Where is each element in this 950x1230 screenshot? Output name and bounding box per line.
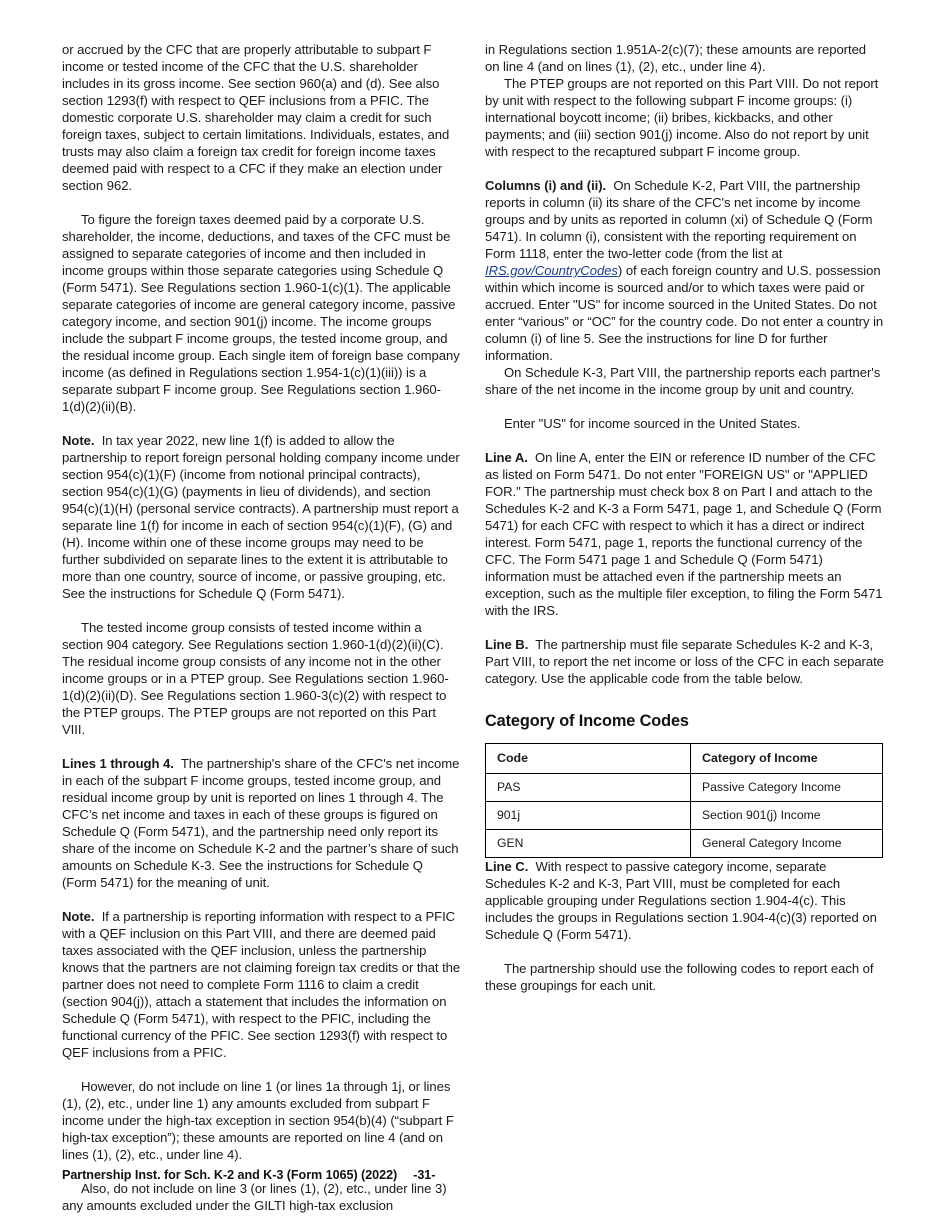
runin-line-c: Line C. [485, 859, 529, 874]
category-of-income-codes-table [485, 743, 883, 858]
para-note-pfic-qef [62, 908, 461, 1061]
para-note-line-1f [62, 432, 461, 602]
columns-i-ii-text-after-link: ) of each foreign country and U.S. possession within which income is sourced and/or to which taxes were paid or accrued. Enter "US" for income sourced in the United States. Do not enter “various” or “OC” for the country code. Do not enter a country in column (i) of line 5. See the instructions for line D for further information. [485, 263, 884, 363]
para-note-line-1f-text: In tax year 2022, new line 1(f) is added to allow the partnership to report foreign personal holding company income under section 954(c)(1)(F) (income from notional principal contracts), section 954(c)(1)(G) (payments in lieu of dividends), and section 954(c)(1)(H) (personal service contracts). A partnership must report a separate line 1(f) for income in each of section 954(c)(1)(F), (G) and (H). Income within one of these income groups may need to be further subdivided on separate lines to the extent it is attributable to more than one country, source of income, or passive grouping, etc. See the instructions for Schedule Q (Form 5471). [62, 433, 460, 601]
columns-i-ii-text-before-link: On Schedule K-2, Part VIII, the partnership reports in column (ii) its share of the CFC's net income by income groups and by units as reported in column (xi) of Schedule Q (Form 5471). In column (i), consistent with the reporting requirement on Form 1118, enter the two-letter code (from the list at [485, 178, 873, 261]
para-line-a [485, 449, 884, 619]
table-row [486, 802, 883, 830]
runin-line-a: Line A. [485, 450, 528, 465]
table-row [486, 774, 883, 802]
para-line-c [485, 858, 884, 943]
right-column [485, 41, 884, 994]
table-cell-code: GEN [486, 830, 691, 858]
table-cell-category: General Category Income [691, 830, 883, 858]
runin-spacer [95, 909, 102, 924]
para-regs-951a: in Regulations section 1.951A-2(c)(7); these amounts are reported on line 4 (and on lines (1), (2), etc., under line 4). [485, 42, 867, 74]
page-footer [62, 1168, 435, 1182]
table-cell-category: Passive Category Income [691, 774, 883, 802]
para-line-a-text: On line A, enter the EIN or reference ID number of the CFC as listed on Form 5471. Do not enter "FOREIGN US" or "APPLIED FOR." The partnership must check box 8 on Part I and attach to the Schedules K-2 and K-3 a Form 5471, page 1, and Schedule Q (Form 5471) for each CFC with respect to which it has a direct or indirect interest. Form 5471, page 1, reports the functional currency of the CFC. The Form 5471 page 1 and Schedule Q (Form 5471) information must be attached even if the partnership meets an exception, such as the multiple filer exception, to filing the Form 5471 with the IRS. [485, 450, 883, 618]
para-following-codes: The partnership should use the following codes to report each of these groupings for each unit. [485, 961, 874, 993]
table-header-code: Code [486, 744, 691, 774]
para-columns-i-and-ii [485, 177, 884, 364]
para-line-b-text: The partnership must file separate Schedules K-2 and K-3, Part VIII, to report the net income or loss of the CFC in each separate category. Use the applicable code from the table below. [485, 637, 884, 686]
para-tested-income-group: The tested income group consists of tested income within a section 904 category. See Regulations section 1.960-1(d)(2)(ii)(C). The residual income group consists of any income not in the other income groups or in a PTEP group. See Regulations section 1.960-1(d)(2)(ii)(D). See Regulations section 1.960-3(c)(2) with respect to the PTEP groups. The PTEP groups are not reported on this Part VIII. [62, 620, 449, 737]
runin-spacer [528, 450, 535, 465]
runin-columns-i-ii: Columns (i) and (ii). [485, 178, 607, 193]
para-lines-1-through-4 [62, 755, 461, 891]
table-header-category-of-income: Category of Income [691, 744, 883, 774]
para-k3-partner-share: On Schedule K-3, Part VIII, the partnership reports each partner's share of the net income in the income group by unit and country. [485, 365, 881, 397]
para-line-c-text: With respect to passive category income, separate Schedules K-2 and K-3, Part VIII, must be completed for each applicable grouping under Regulations section 1.904-4(c). This includes the groups in Regulations section 1.904-4(c)(3) reported on Schedule Q (Form 5471). [485, 859, 877, 942]
table-row [486, 830, 883, 858]
para-note-pfic-qef-text: If a partnership is reporting information with respect to a PFIC with a QEF inclusion on this Part VIII, and there are deemed paid taxes associated with the QEF inclusion, unless the partnership knows that the partners are not claiming foreign tax credits or that the partner does not need to complete Form 1116 to claim a credit (section 904(j)), attach a statement that includes the information on Schedule Q (Form 5471), with respect to the PFIC, including the functional currency of the PFIC. See section 1293(f) with respect to QEF inclusions from a PFIC. [62, 909, 461, 1060]
runin-spacer [528, 859, 535, 874]
para-figure-foreign-taxes: To figure the foreign taxes deemed paid by a corporate U.S. shareholder, the income, deductions, and taxes of the CFC must be assigned to separate categories of income and then included in income groups within those separate categories using Schedule Q (Form 5471). See Regulations section 1.960-1(c)(1). The applicable separate categories of income are general category income, passive category income, and section 901(j) income. The income groups include the subpart F income groups, the tested income group, and the residual income group. Each single item of foreign base company income (as defined in Regulations section 1.954-1(c)(1)(iii)) is a separate subpart F income group. See Regulations section 1.960-1(d)(2)(ii)(B). [62, 212, 460, 414]
runin-spacer [95, 433, 102, 448]
footer-title: Partnership Inst. for Sch. K-2 and K-3 (Form 1065) (2022) [62, 1168, 398, 1182]
para-lines-1-through-4-text: The partnership's share of the CFC's net income in each of the subpart F income groups, tested income group, and residual income group by unit is reported on lines 1 through 4. The CFC’s net income and taxes in each of these groups is figured on Schedule Q (Form 5471), and the partnership need only report its share of the income on Schedule K-2 and the partner’s share of such amounts on Schedule K-3. See the instructions for Schedule Q (Form 5471) for the meaning of unit. [62, 756, 460, 890]
footer-page-number: -31- [413, 1168, 436, 1182]
table-cell-code: PAS [486, 774, 691, 802]
para-ptep-groups: The PTEP groups are not reported on this Part VIII. Do not report by unit with respect to the following subpart F income groups: (i) international boycott income; (ii) bribes, kickbacks, and other payments; and (iii) section 901(j) income. Also do not report by unit with respect to the recaptured subpart F income group. [485, 76, 879, 159]
section-heading-category-of-income-codes: Category of Income Codes [485, 712, 689, 730]
runin-spacer [174, 756, 181, 771]
table-header-row [486, 744, 883, 774]
table-cell-code: 901j [486, 802, 691, 830]
para-however-line-1: However, do not include on line 1 (or lines 1a through 1j, or lines (1), (2), etc., under line 1) any amounts excluded from subpart F income under the high-tax exception in section 954(b)(4) (“subpart F high-tax exception”); these amounts are reported on line 4 (and on lines (1), (2), etc., under line 4). [62, 1079, 454, 1162]
para-accrued-cfc: or accrued by the CFC that are properly attributable to subpart F income or tested income of the CFC that the U.S. shareholder includes in its gross income. See section 960(a) and (d). See also section 1293(f) with respect to QEF inclusions from a PFIC. The domestic corporate U.S. shareholder may claim a credit for such foreign taxes, subject to certain limitations. Individuals, estates, and trusts may also claim a foreign tax credit for foreign income taxes deemed paid with respect to a CFC if they make an election under section 962. [62, 42, 450, 193]
para-also-line-3: Also, do not include on line 3 (or lines (1), (2), etc., under line 3) any amounts excluded under the GILTI high-tax exclusion [62, 1181, 447, 1213]
runin-note-1: Note. [62, 433, 95, 448]
runin-note-2: Note. [62, 909, 95, 924]
para-line-b [485, 636, 884, 687]
runin-line-b: Line B. [485, 637, 529, 652]
two-column-body [62, 41, 884, 1214]
irs-country-codes-link[interactable]: IRS.gov/CountryCodes [485, 263, 618, 278]
left-column [62, 41, 461, 1214]
runin-lines-1-4: Lines 1 through 4. [62, 756, 174, 771]
para-enter-us: Enter "US" for income sourced in the United States. [504, 416, 801, 431]
table-cell-category: Section 901(j) Income [691, 802, 883, 830]
